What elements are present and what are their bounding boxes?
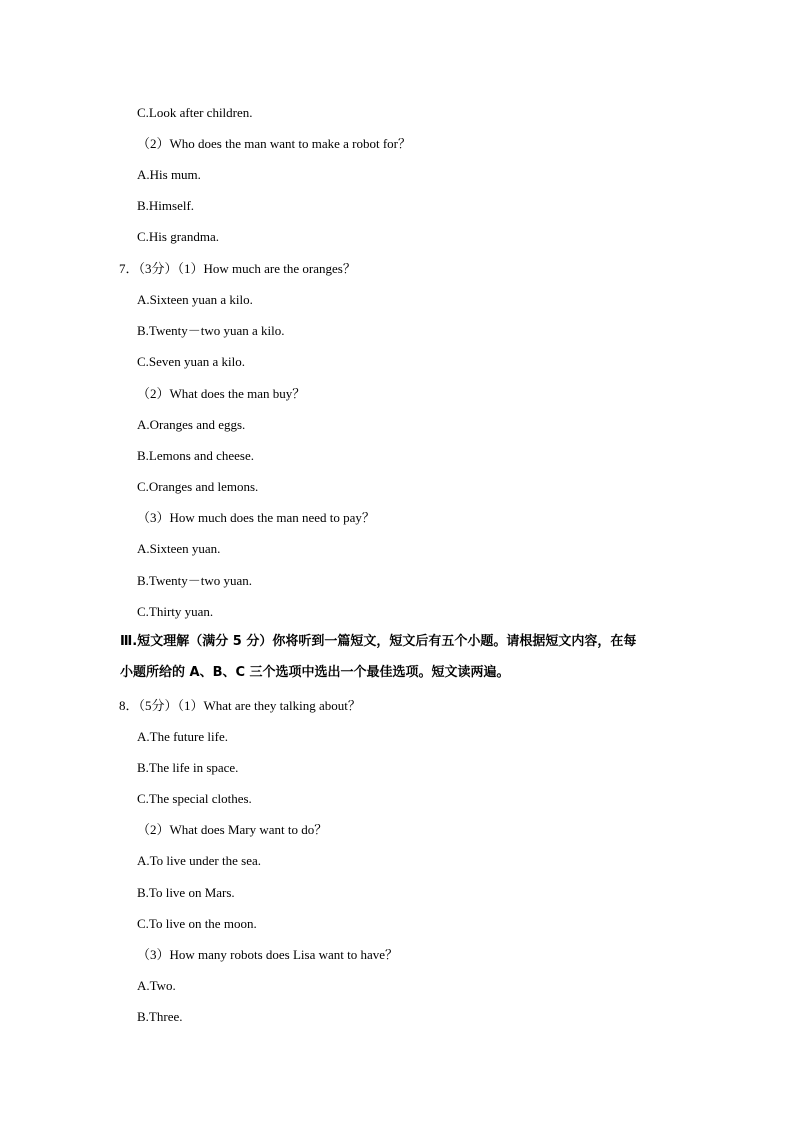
- option-a-future-life: A.The future life.: [137, 729, 228, 744]
- sub-question-2-robot-for: （2）Who does the man want to make a robot for？: [137, 136, 412, 151]
- option-c-seven-yuan-kilo: C.Seven yuan a kilo.: [137, 354, 245, 369]
- option-b-himself: B.Himself.: [137, 198, 195, 213]
- option-c-look-after-children: C.Look after children.: [137, 105, 253, 120]
- sub-question-2-mary: （2）What does Mary want to do？: [137, 822, 328, 837]
- section-3-instructions-line-1: Ⅲ.短文理解（满分 5 分）你将听到一篇短文，短文后有五个小题。请根据短文内容，在每: [120, 634, 637, 649]
- question-7-header: 7．（3分）（1）How much are the oranges？: [119, 261, 356, 276]
- sub-question-2-man-buy: （2）What does the man buy？: [137, 386, 306, 401]
- option-b-twenty-two-yuan: B.Twenty－two yuan.: [137, 573, 252, 588]
- option-c-special-clothes: C.The special clothes.: [137, 791, 252, 806]
- option-c-thirty-yuan: C.Thirty yuan.: [137, 604, 214, 619]
- option-b-on-mars: B.To live on Mars.: [137, 885, 235, 900]
- option-a-his-mum: A.His mum.: [137, 167, 201, 182]
- option-a-sixteen-yuan-kilo: A.Sixteen yuan a kilo.: [137, 292, 253, 307]
- option-a-two: A.Two.: [137, 978, 176, 993]
- option-b-twenty-two-yuan-kilo: B.Twenty－two yuan a kilo.: [137, 323, 285, 338]
- sub-question-3-lisa-robots: （3）How many robots does Lisa want to have？: [137, 947, 399, 962]
- option-b-lemons-cheese: B.Lemons and cheese.: [137, 448, 254, 463]
- option-c-his-grandma: C.His grandma.: [137, 229, 219, 244]
- option-a-sixteen-yuan: A.Sixteen yuan.: [137, 541, 221, 556]
- option-b-life-in-space: B.The life in space.: [137, 760, 239, 775]
- question-8-header: 8．（5分）（1）What are they talking about？: [119, 698, 361, 713]
- option-c-on-moon: C.To live on the moon.: [137, 916, 257, 931]
- sub-question-3-pay: （3）How much does the man need to pay？: [137, 510, 375, 525]
- section-3-instructions-line-2: 小题所给的 A、B、C 三个选项中选出一个最佳选项。短文读两遍。: [120, 665, 510, 680]
- option-c-oranges-lemons: C.Oranges and lemons.: [137, 479, 259, 494]
- option-a-under-sea: A.To live under the sea.: [137, 853, 261, 868]
- option-a-oranges-eggs: A.Oranges and eggs.: [137, 417, 246, 432]
- option-b-three: B.Three.: [137, 1009, 183, 1024]
